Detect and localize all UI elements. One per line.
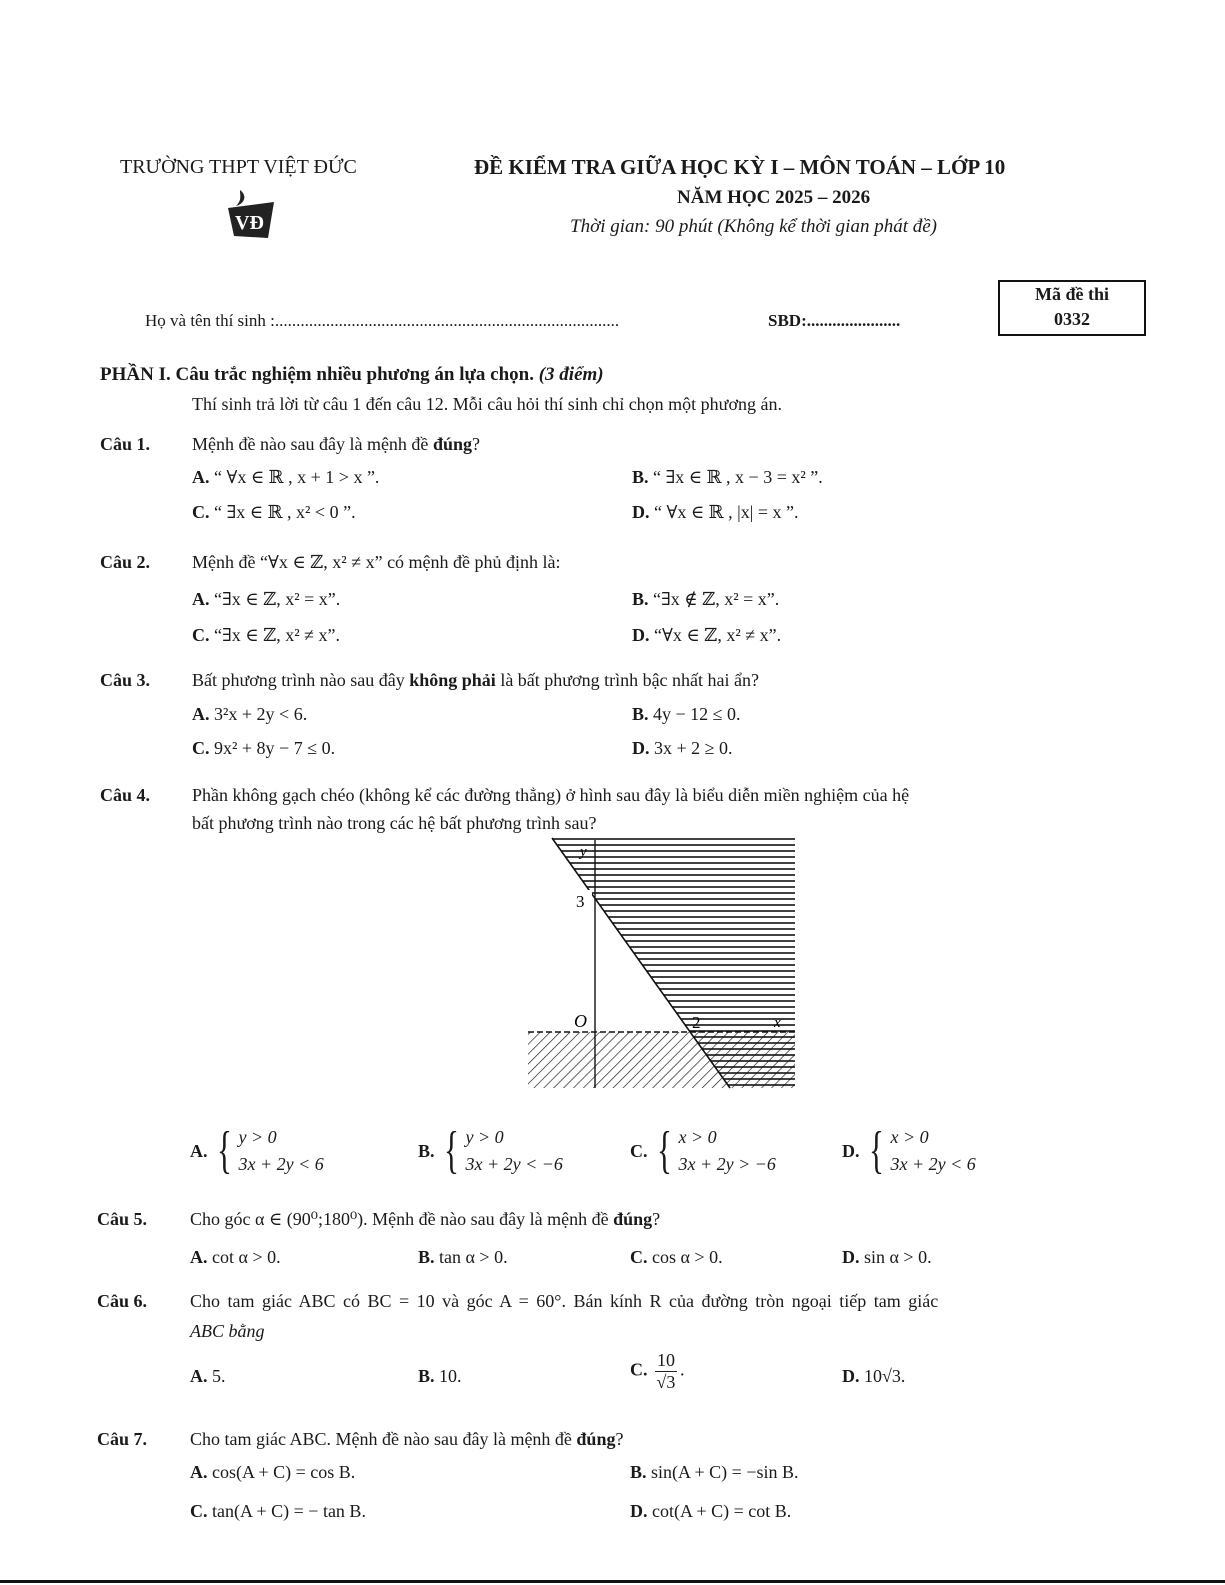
question-2-label: Câu 2. <box>100 552 151 572</box>
q4-option-c[interactable]: C. { x > 0 3x + 2y > −6 <box>630 1122 776 1179</box>
svg-text:VĐ: VĐ <box>235 212 264 234</box>
question-6-label: Câu 6. <box>97 1291 148 1311</box>
q4-option-a[interactable]: A. { y > 0 3x + 2y < 6 <box>190 1122 324 1179</box>
q1-option-a[interactable]: A. “ ∀x ∈ ℝ , x + 1 > x ”. <box>192 467 380 487</box>
q7-option-a[interactable]: A. cos(A + C) = cos B. <box>190 1462 356 1482</box>
question-4-text-line2: bất phương trình nào trong các hệ bất phương trình sau? <box>192 813 597 833</box>
q1-option-b[interactable]: B. “ ∃x ∈ ℝ , x − 3 = x² ”. <box>632 467 823 487</box>
page-bottom-border <box>0 1580 1225 1583</box>
question-3-text: Bất phương trình nào sau đây không phải là bất phương trình bậc nhất hai ẩn? <box>192 670 760 690</box>
question-1-text: Mệnh đề nào sau đây là mệnh đề đúng? <box>192 434 480 454</box>
exam-code-label: Mã đề thi <box>1035 284 1109 304</box>
question-2-text: Mệnh đề “∀x ∈ ℤ, x² ≠ x” có mệnh đề phủ định là: <box>192 552 561 572</box>
q5-option-d[interactable]: D. sin α > 0. <box>842 1247 932 1267</box>
school-year: NĂM HỌC 2025 – 2026 <box>677 187 871 208</box>
part1-title <box>100 364 604 386</box>
q2-option-c[interactable]: C. “∃x ∈ ℤ, x² ≠ x”. <box>192 625 340 645</box>
candidate-name-field: Họ và tên thí sinh :................................................................................. <box>145 311 620 330</box>
solution-region-figure <box>528 836 798 1090</box>
q7-option-c[interactable]: C. tan(A + C) = − tan B. <box>190 1501 366 1521</box>
hatched-region-below-axis <box>528 1032 795 1088</box>
question-7-text: Cho tam giác ABC. Mệnh đề nào sau đây là mệnh đề đúng? <box>190 1429 624 1449</box>
question-4-text: Phần không gạch chéo (không kể các đường thẳng) ở hình sau đây là biểu diễn miền nghiệm của hệ <box>192 785 910 805</box>
q6-option-c[interactable]: C. $\frac{10}{√3}$ . <box>630 1350 685 1392</box>
part1-heading: PHẦN I. Câu trắc nghiệm nhiều phương án lựa chọn. <box>100 364 534 385</box>
q2-option-b[interactable]: B. “∃x ∉ ℤ, x² = x”. <box>632 589 780 609</box>
y-axis-label: y <box>580 844 587 860</box>
school-logo <box>222 186 288 244</box>
q3-option-b[interactable]: B. 4y − 12 ≤ 0. <box>632 704 741 724</box>
question-6-text-line2: ABC bằng <box>190 1321 265 1341</box>
q4-option-b[interactable]: B. { y > 0 3x + 2y < −6 <box>418 1122 563 1179</box>
question-3-label: Câu 3. <box>100 670 151 690</box>
q4-option-d[interactable]: D. { x > 0 3x + 2y < 6 <box>842 1122 976 1179</box>
question-4-label: Câu 4. <box>100 785 151 805</box>
question-6-text: Cho tam giác ABC có BC = 10 và góc A = 60°. Bán kính R của đường tròn ngoại tiếp tam giác <box>190 1291 939 1311</box>
q7-option-d[interactable]: D. cot(A + C) = cot B. <box>630 1501 792 1521</box>
q3-option-c[interactable]: C. 9x² + 8y − 7 ≤ 0. <box>192 738 336 758</box>
q6-option-d[interactable]: D. 10√3. <box>842 1366 906 1386</box>
q1-option-d[interactable]: D. “ ∀x ∈ ℝ , |x| = x ”. <box>632 502 799 522</box>
school-name: TRƯỜNG THPT VIỆT ĐỨC <box>120 156 357 178</box>
q5-option-b[interactable]: B. tan α > 0. <box>418 1247 508 1267</box>
question-7-label: Câu 7. <box>97 1429 148 1449</box>
exam-code-box <box>998 280 1146 336</box>
question-1-label: Câu 1. <box>100 434 151 454</box>
sbd-field: SBD:...................... <box>768 311 901 330</box>
q1-option-c[interactable]: C. “ ∃x ∈ ℝ , x² < 0 ”. <box>192 502 356 522</box>
exam-code: 0332 <box>1054 309 1090 329</box>
q3-option-d[interactable]: D. 3x + 2 ≥ 0. <box>632 738 733 758</box>
exam-title: ĐỀ KIỂM TRA GIỮA HỌC KỲ I – MÔN TOÁN – LỚP 10 <box>474 155 1006 179</box>
origin-label: O <box>574 1011 587 1031</box>
q6-option-b[interactable]: B. 10. <box>418 1366 462 1386</box>
q2-option-d[interactable]: D. “∀x ∈ ℤ, x² ≠ x”. <box>632 625 782 645</box>
q5-option-c[interactable]: C. cos α > 0. <box>630 1247 723 1267</box>
part1-instruction: Thí sinh trả lời từ câu 1 đến câu 12. Mỗi câu hỏi thí sinh chỉ chọn một phương án. <box>192 394 782 414</box>
question-5-text: Cho góc α ∈ (90⁰;180⁰). Mệnh đề nào sau đây là mệnh đề đúng? <box>190 1209 661 1229</box>
time-limit: Thời gian: 90 phút (Không kể thời gian phát đề) <box>570 216 938 237</box>
q3-option-a[interactable]: A. 3²x + 2y < 6. <box>192 704 308 724</box>
x-intercept-label: 2 <box>692 1013 701 1032</box>
q7-option-b[interactable]: B. sin(A + C) = −sin B. <box>630 1462 799 1482</box>
q6-option-a[interactable]: A. 5. <box>190 1366 226 1386</box>
q2-option-a[interactable]: A. “∃x ∈ ℤ, x² = x”. <box>192 589 341 609</box>
question-5-label: Câu 5. <box>97 1209 148 1229</box>
q5-option-a[interactable]: A. cot α > 0. <box>190 1247 281 1267</box>
y-intercept-label: 3 <box>576 892 585 911</box>
x-axis-label: x <box>774 1015 781 1031</box>
part1-points: (3 điểm) <box>538 364 604 385</box>
